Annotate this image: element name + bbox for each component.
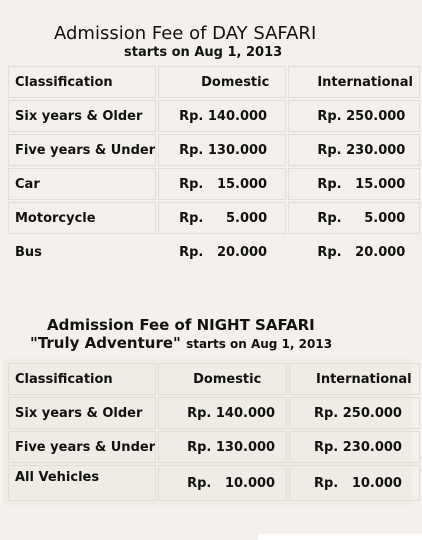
row-classification: Five years & Under	[8, 431, 156, 463]
row-international-price: Rp. 250.000	[288, 100, 420, 132]
row-classification: Six years & Older	[8, 397, 156, 429]
table-row	[8, 202, 420, 234]
row-domestic-price: Rp. 15.000	[158, 168, 286, 200]
header-classification: Classification	[8, 363, 156, 395]
day-safari-title: Admission Fee of DAY SAFARI	[54, 23, 317, 44]
night-safari-tagline-line	[30, 334, 332, 352]
row-international-price: Rp. 250.000	[289, 397, 420, 429]
row-international-price: Rp. 5.000	[288, 202, 420, 234]
night-safari-tagline: "Truly Adventure"	[30, 334, 181, 352]
table-header-row	[8, 363, 420, 395]
header-classification: Classification	[8, 66, 156, 98]
row-classification: Six years & Older	[8, 100, 156, 132]
row-international-price: Rp. 15.000	[288, 168, 420, 200]
night-safari-title: Admission Fee of NIGHT SAFARI	[47, 316, 315, 334]
table-row	[8, 236, 420, 268]
row-classification: Bus	[15, 244, 42, 260]
row-domestic-price: Rp. 10.000	[158, 465, 287, 501]
night-safari-subtitle: starts on Aug 1, 2013	[186, 337, 333, 351]
table-row	[8, 397, 420, 429]
row-international-price: Rp. 20.000	[317, 244, 406, 260]
page-footer-strip	[258, 534, 422, 540]
row-international-price: Rp. 10.000	[289, 465, 420, 501]
row-classification: Five years & Under	[8, 134, 156, 166]
table-header-row	[8, 66, 420, 98]
row-domestic-price: Rp. 140.000	[158, 397, 287, 429]
row-international-price: Rp. 230.000	[288, 134, 420, 166]
row-domestic-price: Rp. 5.000	[158, 202, 286, 234]
row-classification: All Vehicles	[8, 465, 156, 501]
table-row	[8, 465, 420, 501]
row-domestic-price: Rp. 130.000	[158, 134, 286, 166]
table-row	[8, 168, 420, 200]
header-domestic: Domestic	[158, 363, 287, 395]
table-row	[8, 431, 420, 463]
row-classification: Motorcycle	[8, 202, 156, 234]
night-safari-fee-table	[6, 361, 422, 503]
row-domestic-price: Rp. 20.000	[179, 244, 268, 260]
header-international: International	[288, 66, 420, 98]
row-domestic-price: Rp. 140.000	[158, 100, 286, 132]
row-domestic-price: Rp. 130.000	[158, 431, 287, 463]
day-safari-fee-table	[6, 64, 422, 270]
row-classification: Car	[8, 168, 156, 200]
table-row	[8, 134, 420, 166]
header-international: International	[289, 363, 420, 395]
header-domestic: Domestic	[158, 66, 286, 98]
day-safari-subtitle: starts on Aug 1, 2013	[124, 45, 283, 60]
row-international-price: Rp. 230.000	[289, 431, 420, 463]
table-row	[8, 100, 420, 132]
